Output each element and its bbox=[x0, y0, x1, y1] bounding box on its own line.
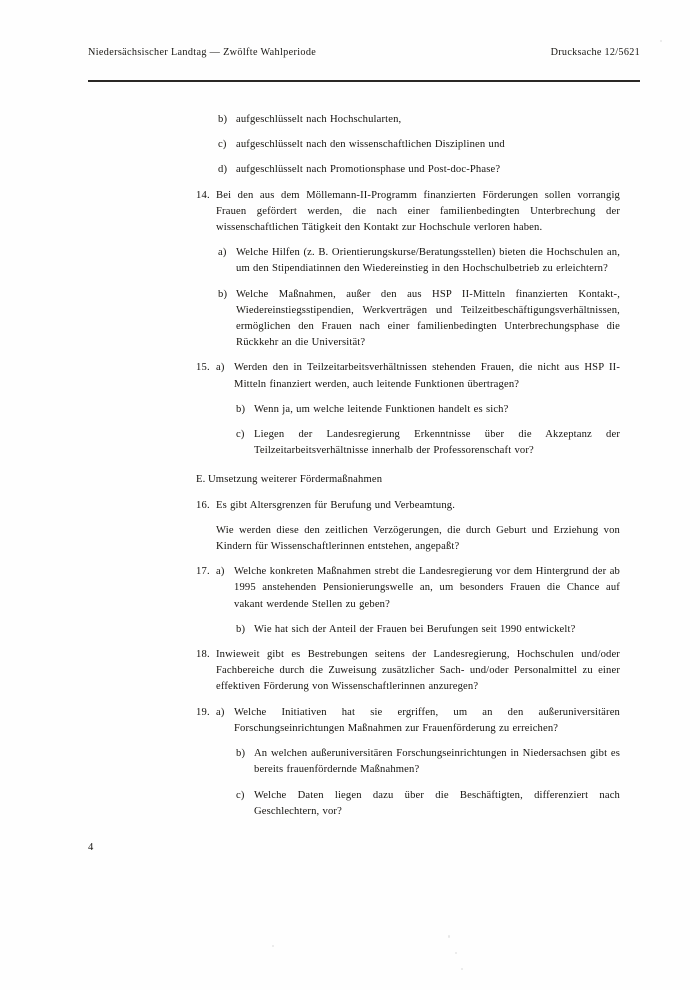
header-rule bbox=[88, 80, 640, 82]
scan-speckle bbox=[455, 952, 457, 954]
scan-speckle bbox=[660, 40, 662, 42]
item-text: aufgeschlüsselt nach Promotionsphase und Post-doc-Phase? bbox=[236, 164, 501, 176]
item-marker: c) bbox=[236, 789, 245, 801]
item-text: An welchen außeruniversitären Forschungseinrichtungen in Niedersachsen gibt es bereits frauenfördernde Maßnahmen? bbox=[254, 748, 620, 776]
text-block bbox=[196, 188, 620, 237]
item-submarker: a) bbox=[216, 362, 225, 374]
item-text: Werden den in Teilzeitarbeitsverhältnissen stehenden Frauen, die nicht aus HSP II-Mitteln finanziert werden, auch leitende Funktionen übertragen? bbox=[234, 362, 620, 390]
item-marker: 19. bbox=[196, 706, 210, 718]
running-head bbox=[88, 47, 640, 65]
item-marker: E. bbox=[196, 474, 206, 486]
document-body bbox=[196, 112, 620, 820]
text-block bbox=[196, 498, 620, 514]
item-text: aufgeschlüsselt nach den wissenschaftlichen Disziplinen und bbox=[236, 139, 505, 151]
text-block bbox=[196, 245, 620, 277]
scan-speckle bbox=[461, 968, 463, 970]
item-text: Welche konkreten Maßnahmen strebt die Landesregierung vor dem Hintergrund der ab 1995 anstehenden Pensionierungswelle an, um besonders Frauen die Chance auf vakant werdende Stellen zu geben? bbox=[234, 566, 620, 610]
item-text: Welche Initiativen hat sie ergriffen, um an den außeruniversitären Forschungseinrichtungen Maßnahmen zur Frauenförderung zu erreichen? bbox=[234, 706, 620, 734]
item-marker: b) bbox=[236, 623, 246, 635]
item-submarker: a) bbox=[216, 566, 225, 578]
item-text: Welche Daten liegen dazu über die Beschäftigten, differenziert nach Geschlechtern, vor? bbox=[254, 789, 620, 817]
item-marker: c) bbox=[236, 429, 245, 441]
item-marker: 18. bbox=[196, 649, 210, 661]
item-marker: c) bbox=[218, 139, 227, 151]
item-text: Es gibt Altersgrenzen für Berufung und Verbeamtung. bbox=[216, 499, 456, 511]
item-marker: b) bbox=[236, 748, 246, 760]
text-block bbox=[196, 523, 620, 555]
text-block bbox=[196, 647, 620, 696]
item-marker: 14. bbox=[196, 189, 210, 201]
item-text: Bei den aus dem Möllemann-II-Programm finanzierten Förderungen sollen vorrangig Frauen gefördert werden, die nach einer familienbedingten Unterbrechung der wissenschaftlichen Tätigkeit den Kontakt zur Hochschule verloren haben. bbox=[216, 189, 620, 234]
text-block bbox=[196, 746, 620, 778]
item-text: Wie werden diese den zeitlichen Verzögerungen, die durch Geburt und Erziehung von Kindern für Wissenschaftlerinnen entstehen, angepaßt? bbox=[216, 524, 620, 553]
item-marker: 15. bbox=[196, 362, 210, 374]
item-marker: 16. bbox=[196, 499, 210, 511]
item-marker: b) bbox=[236, 403, 246, 415]
text-block bbox=[196, 788, 620, 820]
item-marker: d) bbox=[218, 164, 228, 176]
page-number: 4 bbox=[88, 842, 94, 853]
text-block bbox=[196, 360, 620, 392]
scan-speckle bbox=[448, 935, 450, 938]
scan-speckle bbox=[272, 945, 274, 947]
text-block bbox=[196, 287, 620, 352]
text-block bbox=[196, 622, 620, 638]
text-block bbox=[196, 564, 620, 613]
item-text: Welche Hilfen (z. B. Orientierungskurse/Beratungsstellen) bieten die Hochschulen an, um den Stipendiatinnen den Wiedereinstieg in den Hochschulbetrieb zu erleichtern? bbox=[236, 247, 620, 275]
item-submarker: a) bbox=[216, 706, 225, 718]
item-text: Wie hat sich der Anteil der Frauen bei Berufungen seit 1990 entwickelt? bbox=[254, 623, 576, 635]
running-head-right: Drucksache 12/5621 bbox=[550, 47, 640, 58]
text-block bbox=[196, 162, 620, 178]
item-text: Umsetzung weiterer Fördermaßnahmen bbox=[208, 474, 383, 486]
text-block bbox=[196, 137, 620, 153]
item-text: aufgeschlüsselt nach Hochschularten, bbox=[236, 114, 402, 125]
text-block bbox=[196, 402, 620, 418]
item-text: Welche Maßnahmen, außer den aus HSP II-Mitteln finanzierten Kontakt-, Wiedereinstiegsstipendien, Werkverträgen und Teilzeitbeschäftigungsverhältnissen, ermöglichen den Frauen nach einer familienbedingten Unterbrechungsphase die Rückkehr an die Universität? bbox=[236, 288, 620, 349]
item-text: Wenn ja, um welche leitende Funktionen handelt es sich? bbox=[254, 403, 509, 415]
item-marker: b) bbox=[218, 288, 228, 300]
text-block bbox=[196, 705, 620, 737]
item-marker: a) bbox=[218, 247, 227, 259]
item-text: Inwieweit gibt es Bestrebungen seitens der Landesregierung, Hochschulen und/oder Fachbereiche durch die Zuweisung zusätzlicher Sach- und/oder Personalmittel zu einer effektiven Förderung von Wissenschaftlerinnen anzuregen? bbox=[216, 649, 620, 693]
text-block bbox=[196, 472, 620, 488]
item-marker: b) bbox=[218, 114, 228, 125]
item-text: Liegen der Landesregierung Erkenntnisse über die Akzeptanz der Teilzeitarbeitsverhältnisse innerhalb der Professorenschaft vor? bbox=[254, 429, 620, 457]
running-head-left: Niedersächsischer Landtag — Zwölfte Wahlperiode bbox=[88, 47, 317, 58]
text-block bbox=[196, 427, 620, 459]
text-block bbox=[196, 112, 620, 128]
item-marker: 17. bbox=[196, 566, 210, 578]
